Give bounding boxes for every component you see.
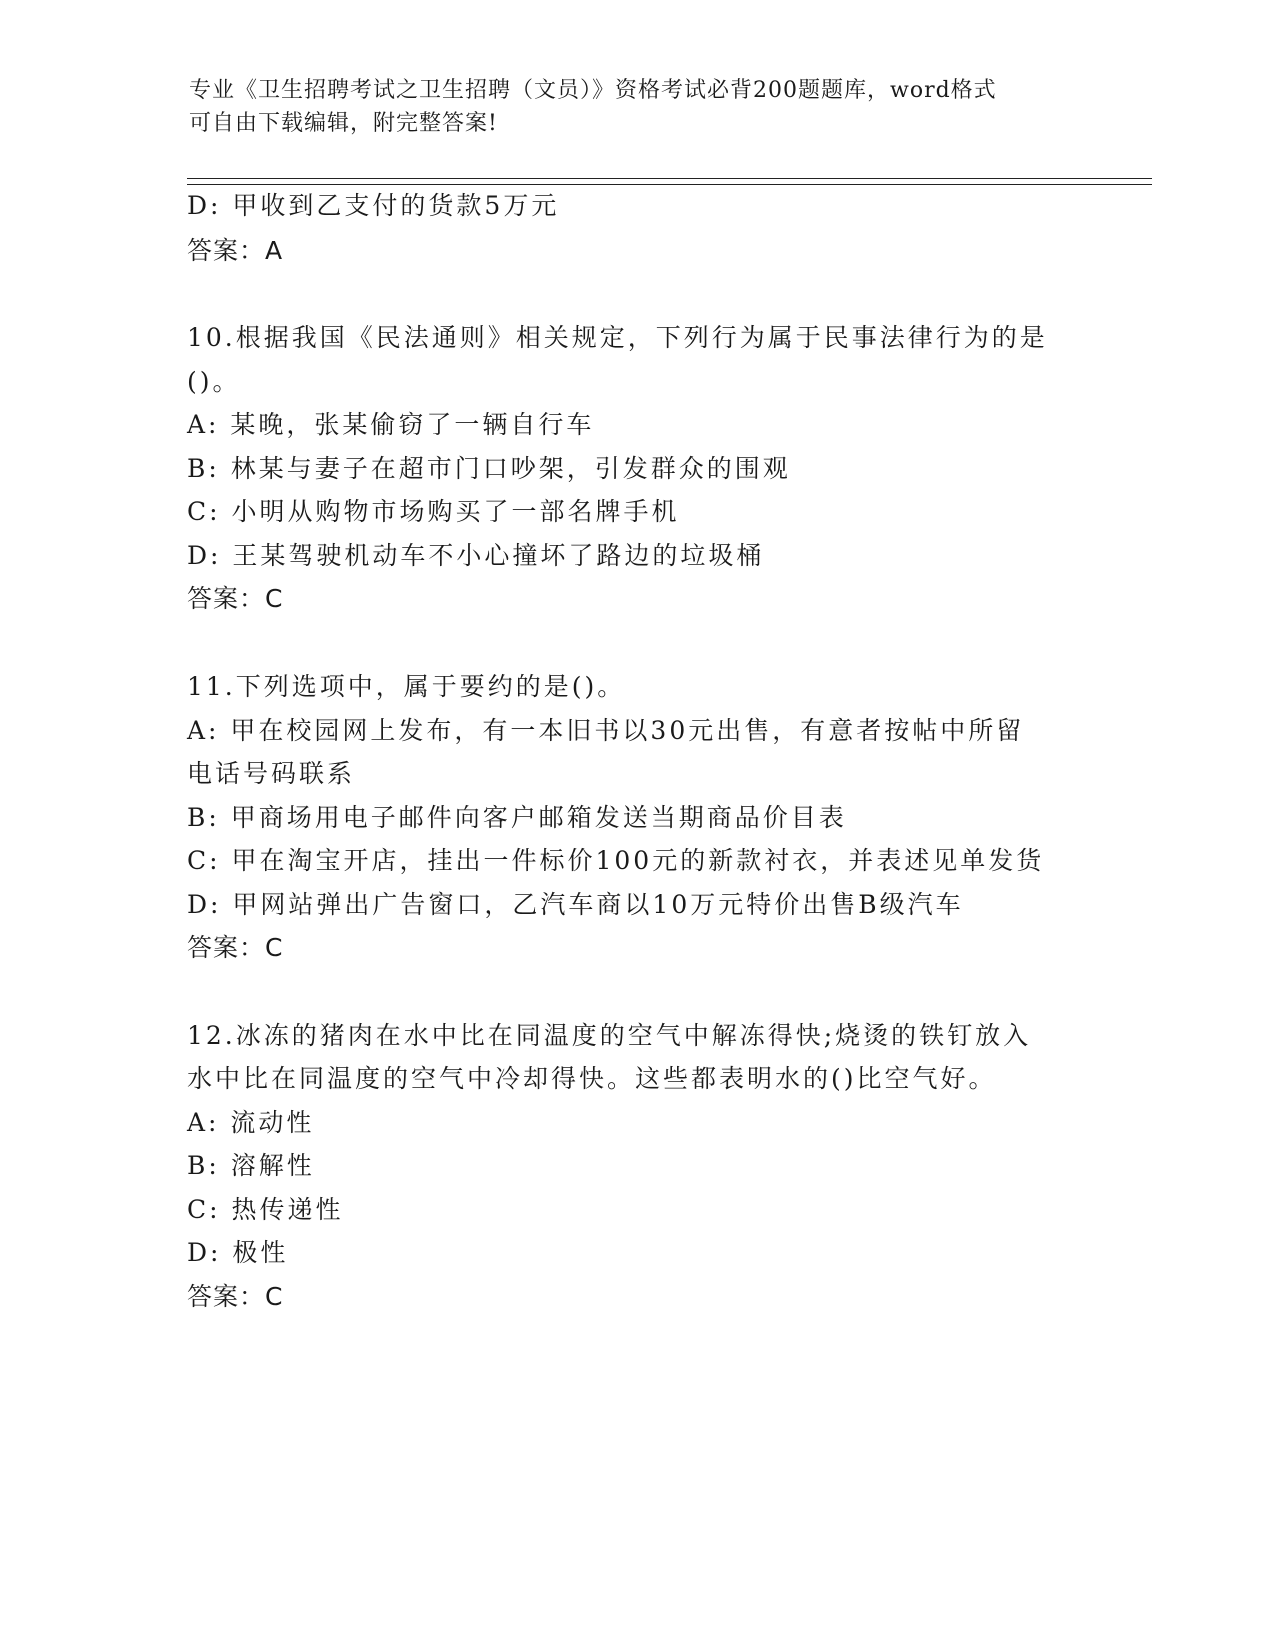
- q12-option-c: C: 热传递性: [187, 1195, 344, 1224]
- q12-option-b: B: 溶解性: [187, 1151, 315, 1180]
- q12-stem-2: 水中比在同温度的空气中冷却得快。这些都表明水的()比空气好。: [187, 1064, 997, 1093]
- q11-stem: 11.下列选项中，属于要约的是()。: [187, 672, 626, 701]
- header-divider-top: [187, 178, 1152, 179]
- q12-answer: 答案：C: [187, 1282, 284, 1311]
- q12-stem-1: 12.冰冻的猪肉在水中比在同温度的空气中解冻得快;烧烫的铁钉放入: [187, 1021, 1032, 1050]
- q10-option-b: B: 林某与妻子在超市门口吵架，引发群众的围观: [187, 454, 791, 483]
- q10-stem-1: 10.根据我国《民法通则》相关规定，下列行为属于民事法律行为的是: [187, 323, 1048, 352]
- q12-option-a: A: 流动性: [187, 1108, 315, 1137]
- q11-answer: 答案：C: [187, 933, 284, 962]
- q11-option-c: C: 甲在淘宝开店，挂出一件标价100元的新款衬衣，并表述见单发货: [187, 846, 1045, 875]
- q10-option-a: A: 某晚，张某偷窃了一辆自行车: [187, 410, 595, 439]
- q11-option-d: D: 甲网站弹出广告窗口，乙汽车商以10万元特价出售B级汽车: [187, 890, 964, 919]
- q11-option-a-1: A: 甲在校园网上发布，有一本旧书以30元出售，有意者按帖中所留: [187, 716, 1025, 745]
- q10-option-d: D: 王某驾驶机动车不小心撞坏了路边的垃圾桶: [187, 541, 765, 570]
- header-line-1: 专业《卫生招聘考试之卫生招聘（文员）》资格考试必背200题题库，word格式: [189, 78, 997, 103]
- header-line-2: 可自由下载编辑，附完整答案!: [189, 111, 498, 136]
- document-header: [189, 74, 1069, 140]
- q9-option-d: D: 甲收到乙支付的货款5万元: [187, 191, 560, 220]
- q9-answer: 答案：A: [187, 236, 284, 265]
- q11-option-b: B: 甲商场用电子邮件向客户邮箱发送当期商品价目表: [187, 803, 847, 832]
- q11-option-a-2: 电话号码联系: [187, 759, 356, 788]
- q10-option-c: C: 小明从购物市场购买了一部名牌手机: [187, 497, 680, 526]
- q10-answer: 答案：C: [187, 584, 284, 613]
- q10-stem-2: ()。: [187, 367, 241, 396]
- header-divider-bottom: [187, 184, 1152, 185]
- q12-option-d: D: 极性: [187, 1238, 289, 1267]
